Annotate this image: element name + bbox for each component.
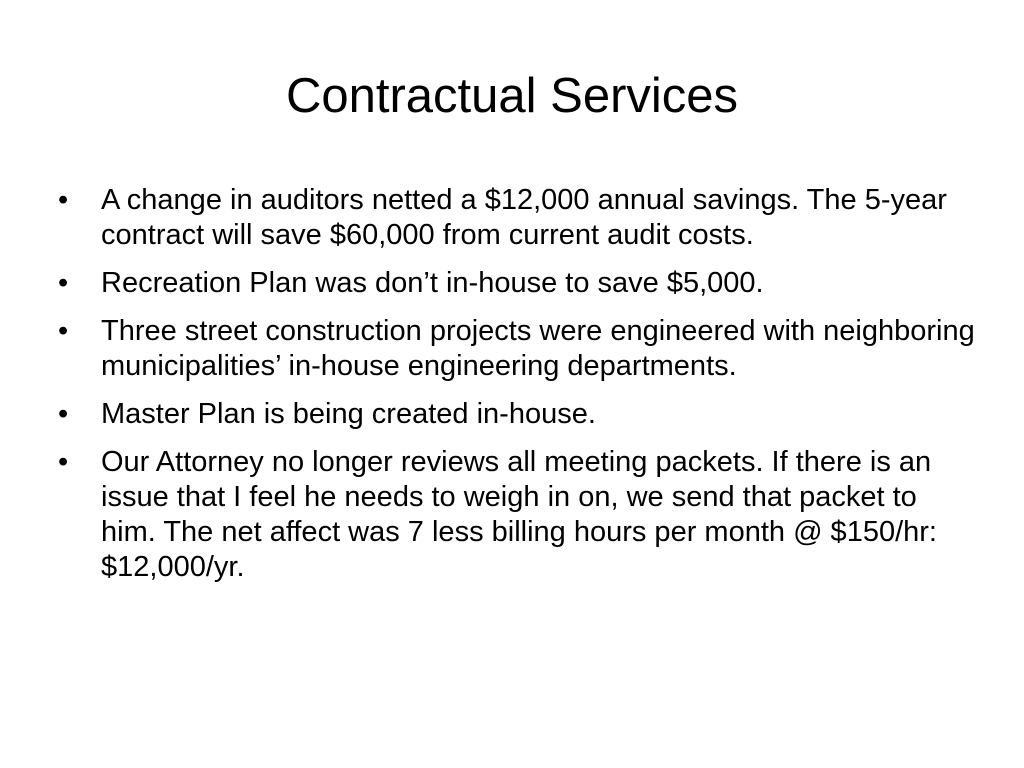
bullet-icon: • bbox=[58, 398, 69, 430]
bullet-text: Our Attorney no longer reviews all meeting packets. If there is an issue that I feel he needs to weigh in on, we send that packet to him. The net affect was 7 less billing hours per month @ $150/hr: $12,000/yr. bbox=[101, 446, 937, 583]
bullet-icon: • bbox=[58, 267, 69, 299]
bullet-list bbox=[58, 183, 978, 598]
bullet-text: Recreation Plan was don’t in-house to save $5,000. bbox=[101, 267, 764, 299]
bullet-item-recreation-plan bbox=[58, 266, 978, 301]
bullet-item-master-plan bbox=[58, 397, 978, 432]
bullet-text: A change in auditors netted a $12,000 annual savings. The 5-year contract will save $60,000 from current audit costs. bbox=[101, 184, 947, 251]
slide-title: Contractual Services bbox=[285, 69, 739, 123]
bullet-item-auditors bbox=[58, 183, 978, 253]
bullet-icon: • bbox=[58, 315, 69, 347]
bullet-text: Three street construction projects were engineered with neighboring municipalities’ in-house engineering departments. bbox=[101, 315, 975, 382]
bullet-icon: • bbox=[58, 446, 69, 478]
bullet-text: Master Plan is being created in-house. bbox=[101, 398, 596, 430]
bullet-item-street-construction bbox=[58, 314, 978, 384]
bullet-icon: • bbox=[58, 184, 69, 216]
bullet-item-attorney bbox=[58, 445, 978, 585]
